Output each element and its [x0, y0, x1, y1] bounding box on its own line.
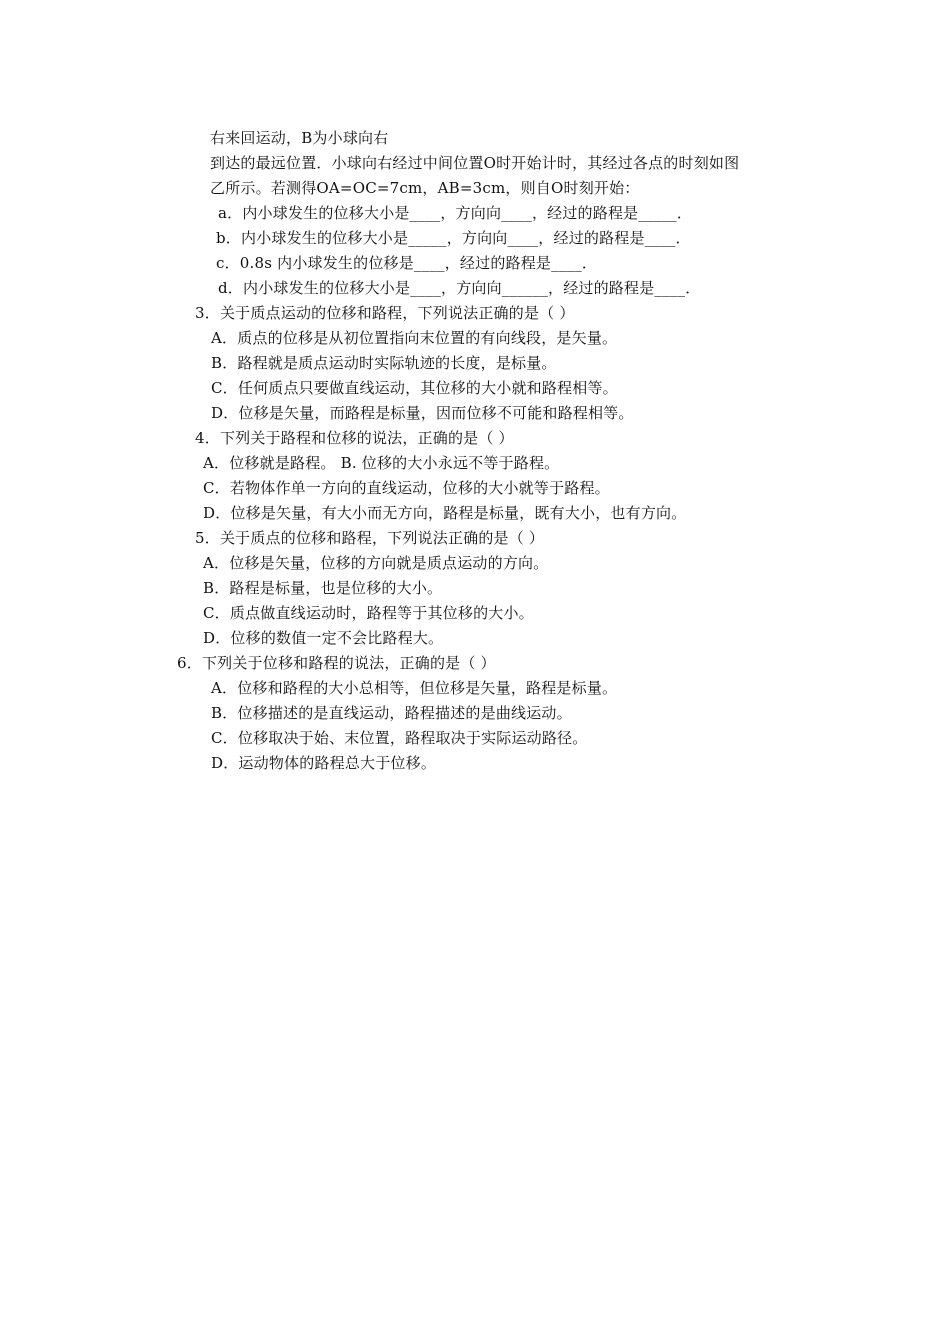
question-3-option-a: A．质点的位移是从初位置指向末位置的有向线段，是矢量。	[211, 329, 618, 347]
question-5-option-c: C．质点做直线运动时，路程等于其位移的大小。	[203, 604, 534, 622]
sub-question-d: d．内小球发生的位移大小是____，方向向______，经过的路程是____．	[218, 279, 701, 297]
question-3-option-d: D．位移是矢量，而路程是标量，因而位移不可能和路程相等。	[211, 404, 634, 422]
question-5-option-b: B．路程是标量，也是位移的大小。	[203, 579, 443, 597]
question-6: 6．下列关于位移和路程的说法，正确的是（ ）	[177, 654, 496, 672]
question-4-option-a-b: A．位移就是路程。 B. 位移的大小永远不等于路程。	[203, 454, 560, 472]
question-3-option-b: B．路程就是质点运动时实际轨迹的长度，是标量。	[211, 354, 557, 372]
text-line-intro-1: 右来回运动，B为小球向右	[210, 129, 389, 147]
question-5: 5．关于质点的位移和路程，下列说法正确的是（ ）	[195, 529, 545, 547]
text-line-intro-3: 乙所示。若测得OA=OC=7cm，AB=3cm，则自O时刻开始：	[210, 179, 640, 197]
question-5-option-a: A．位移是矢量，位移的方向就是质点运动的方向。	[203, 554, 549, 572]
question-4-option-d: D．位移是矢量，有大小而无方向，路程是标量，既有大小，也有方向。	[203, 504, 687, 522]
question-3: 3．关于质点运动的位移和路程，下列说法正确的是（ ）	[195, 304, 575, 322]
sub-question-c: c．0.8s 内小球发生的位移是____，经过的路程是____．	[216, 254, 598, 272]
question-6-option-a: A．位移和路程的大小总相等，但位移是矢量，路程是标量。	[211, 679, 618, 697]
question-4: 4．下列关于路程和位移的说法，正确的是（ ）	[195, 429, 514, 447]
sub-question-a: a．内小球发生的位移大小是____，方向向____，经过的路程是_____．	[218, 204, 693, 222]
question-6-option-c: C．位移取决于始、末位置，路程取决于实际运动路径。	[211, 729, 588, 747]
question-3-option-c: C．任何质点只要做直线运动，其位移的大小就和路程相等。	[211, 379, 618, 397]
text-line-intro-2: 到达的最远位置．小球向右经过中间位置O时开始计时，其经过各点的时刻如图	[210, 154, 740, 172]
question-6-option-b: B．位移描述的是直线运动，路程描述的是曲线运动。	[211, 704, 572, 722]
question-4-option-c: C．若物体作单一方向的直线运动，位移的大小就等于路程。	[203, 479, 610, 497]
question-5-option-d: D．位移的数值一定不会比路程大。	[203, 629, 444, 647]
sub-question-b: b．内小球发生的位移大小是_____，方向向____，经过的路程是____．	[216, 229, 691, 247]
question-6-option-d: D．运动物体的路程总大于位移。	[211, 754, 437, 772]
